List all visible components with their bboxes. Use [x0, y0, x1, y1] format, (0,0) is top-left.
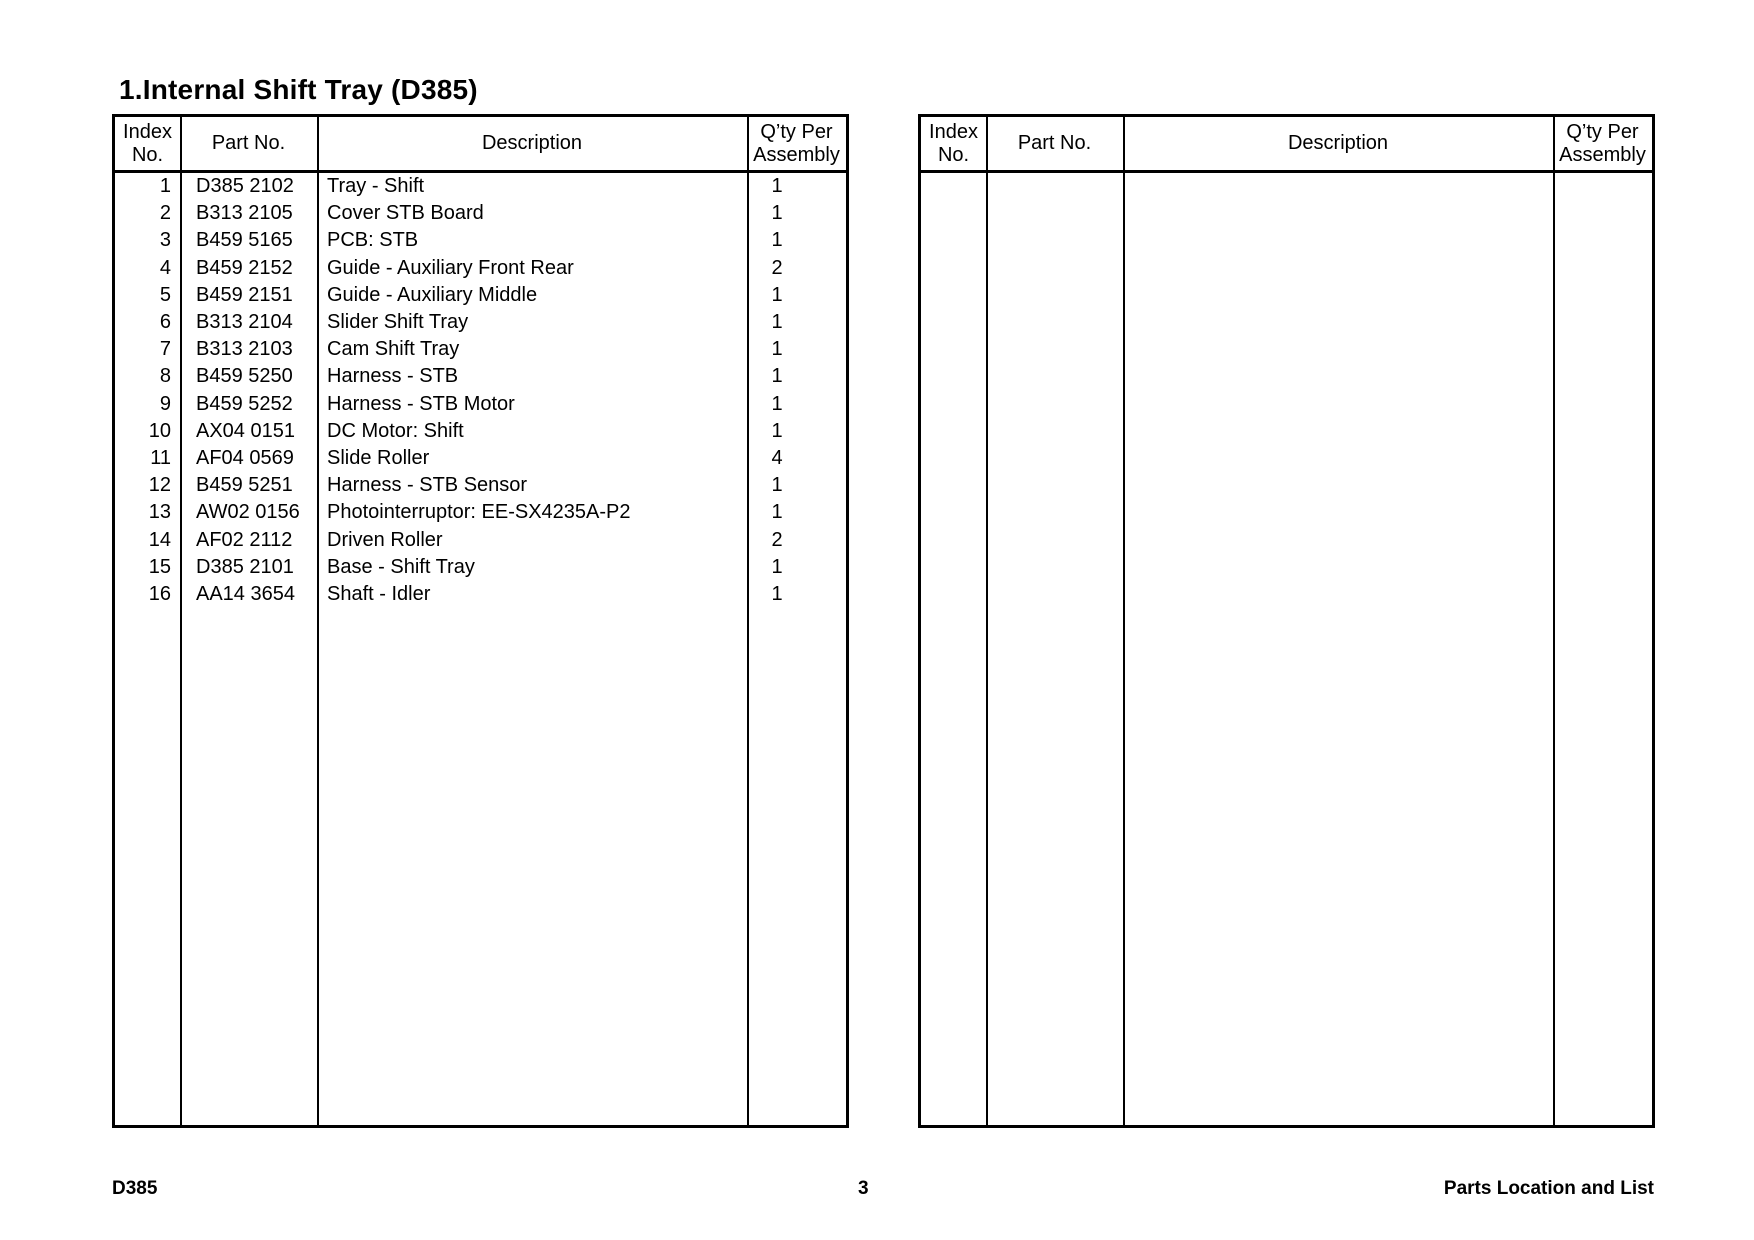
row-index: 13 [148, 501, 171, 524]
row-description: Tray - Shift [327, 175, 425, 197]
row-index: 3 [159, 229, 171, 252]
row-description: Base - Shift Tray [327, 555, 475, 578]
header-qty [1553, 117, 1652, 170]
header-qty [747, 117, 846, 170]
header-divider [921, 170, 1652, 173]
row-index: 10 [148, 419, 171, 442]
row-index: 1 [159, 175, 171, 197]
column-divider [1553, 117, 1555, 1125]
row-description: Slide Roller [327, 447, 430, 469]
row-qty: 1 [771, 338, 783, 361]
header-index-line1: Index [929, 120, 978, 143]
row-qty: 1 [771, 474, 783, 497]
row-qty: 1 [771, 175, 783, 197]
row-qty: 1 [771, 311, 783, 333]
table-row [115, 391, 846, 418]
table-row [115, 200, 846, 227]
row-qty: 1 [771, 365, 783, 388]
row-index: 9 [159, 392, 171, 415]
table-row [115, 227, 846, 254]
row-qty: 1 [771, 419, 783, 442]
row-part-no: AX04 0151 [196, 419, 295, 442]
row-part-no: B459 2152 [196, 256, 293, 279]
header-qty-line2: Assembly [1559, 143, 1646, 166]
row-part-no: AF04 0569 [196, 447, 294, 469]
row-index: 4 [159, 256, 171, 279]
table-row [115, 309, 846, 336]
footer-page-number: 3 [858, 1178, 869, 1199]
table-row [115, 581, 846, 608]
table-row [115, 418, 846, 445]
row-part-no: D385 2102 [196, 175, 294, 197]
row-description: Guide - Auxiliary Front Rear [327, 256, 574, 279]
header-description: Description [481, 132, 583, 154]
header-part-no: Part No. [1017, 132, 1092, 154]
row-part-no: B313 2103 [196, 338, 293, 361]
table-row [115, 255, 846, 282]
parts-table-left [112, 114, 849, 1128]
row-description: Cam Shift Tray [327, 338, 460, 361]
row-description: Shaft - Idler [327, 583, 431, 605]
row-qty: 2 [771, 528, 783, 551]
table-row [115, 527, 846, 554]
header-description: Description [1287, 132, 1389, 154]
header-qty-line1: Q’ty Per [1566, 120, 1639, 143]
parts-table-right [918, 114, 1655, 1128]
row-part-no: B459 5251 [196, 474, 293, 497]
row-part-no: AA14 3654 [196, 583, 295, 605]
row-part-no: B459 5165 [196, 229, 293, 252]
row-qty: 1 [771, 229, 783, 252]
header-index [921, 117, 986, 170]
row-part-no: B313 2104 [196, 311, 293, 333]
row-qty: 1 [771, 555, 783, 578]
row-description: Slider Shift Tray [327, 311, 469, 333]
row-index: 6 [159, 311, 171, 333]
row-description: Guide - Auxiliary Middle [327, 283, 538, 306]
row-qty: 1 [771, 283, 783, 306]
row-index: 11 [150, 447, 171, 469]
row-index: 15 [148, 555, 171, 578]
row-part-no: D385 2101 [196, 555, 294, 578]
row-index: 14 [148, 528, 171, 551]
page-title: 1.Internal Shift Tray (D385) [119, 74, 478, 105]
row-description: Cover STB Board [327, 202, 484, 225]
row-index: 16 [148, 583, 171, 605]
header-index [115, 117, 180, 170]
table-row [115, 363, 846, 390]
table-row [115, 499, 846, 526]
row-description: Harness - STB Sensor [327, 474, 528, 497]
header-qty-line2: Assembly [753, 143, 840, 166]
row-description: Harness - STB Motor [327, 392, 515, 415]
header-index-line1: Index [123, 120, 172, 143]
row-qty: 1 [771, 501, 783, 524]
row-part-no: B313 2105 [196, 202, 293, 225]
header-qty-line1: Q’ty Per [760, 120, 833, 143]
table-row [115, 554, 846, 581]
footer-section-title: Parts Location and List [1443, 1178, 1654, 1199]
column-divider [1123, 117, 1125, 1125]
header-index-line2: No. [937, 143, 970, 166]
column-divider [986, 117, 988, 1125]
table-row [115, 282, 846, 309]
row-description: Harness - STB [327, 365, 459, 388]
footer-model: D385 [112, 1178, 158, 1199]
row-qty: 1 [771, 202, 783, 225]
row-qty: 1 [771, 583, 783, 605]
row-description: DC Motor: Shift [327, 419, 464, 442]
row-part-no: B459 5252 [196, 392, 293, 415]
row-index: 12 [148, 474, 171, 497]
table-row [115, 445, 846, 472]
row-part-no: B459 5250 [196, 365, 293, 388]
row-index: 5 [159, 283, 171, 306]
table-row [115, 472, 846, 499]
row-qty: 1 [771, 392, 783, 415]
row-part-no: B459 2151 [196, 283, 293, 306]
row-description: Photointerruptor: EE-SX4235A-P2 [327, 501, 631, 524]
header-part-no: Part No. [211, 132, 286, 154]
table-row [115, 173, 846, 200]
row-description: Driven Roller [327, 528, 443, 551]
row-index: 2 [159, 202, 171, 225]
row-qty: 2 [771, 256, 783, 279]
table-row [115, 336, 846, 363]
header-index-line2: No. [131, 143, 164, 166]
row-part-no: AF02 2112 [196, 528, 293, 551]
row-qty: 4 [771, 447, 783, 469]
row-part-no: AW02 0156 [196, 501, 300, 524]
row-description: PCB: STB [327, 229, 419, 252]
row-index: 8 [159, 365, 171, 388]
row-index: 7 [159, 338, 171, 361]
